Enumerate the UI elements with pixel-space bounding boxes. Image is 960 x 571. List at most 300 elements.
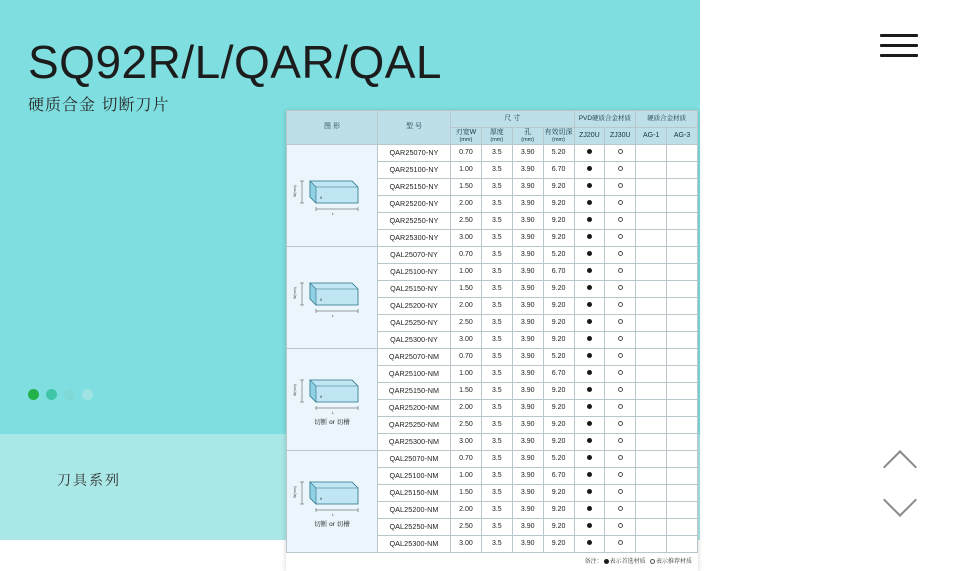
header-zj30u: ZJ30U: [605, 128, 636, 145]
cell-hole: 3.90: [512, 213, 543, 230]
cell-width: 0.70: [451, 451, 482, 468]
cell-zj20u: [574, 213, 605, 230]
cell-hole: 3.90: [512, 400, 543, 417]
cell-zj30u: [605, 315, 636, 332]
cell-thickness: 3.5: [481, 264, 512, 281]
cell-cut-depth: 6.70: [543, 468, 574, 485]
cell-thickness: 3.5: [481, 366, 512, 383]
zj20u-filled-dot: [587, 421, 592, 426]
title-block: [28, 36, 442, 116]
header-hole-unit: (mm): [521, 136, 535, 143]
cell-hole: 3.90: [512, 315, 543, 332]
cell-zj20u: [574, 400, 605, 417]
cell-ag3: [667, 400, 698, 417]
header-width-label: 刃宽W: [455, 128, 477, 136]
zj30u-open-dot: [618, 438, 623, 443]
cell-model: QAR25150-NM: [378, 383, 451, 400]
cell-cut-depth: 9.20: [543, 434, 574, 451]
cell-hole: 3.90: [512, 502, 543, 519]
cell-zj30u: [605, 332, 636, 349]
cell-cut-depth: 9.20: [543, 179, 574, 196]
cell-ag3: [667, 315, 698, 332]
chevron-up-icon[interactable]: [884, 452, 918, 470]
cell-ag1: [636, 383, 667, 400]
zj20u-filled-dot: [587, 455, 592, 460]
zj30u-open-dot: [618, 302, 623, 307]
cell-zj30u: [605, 400, 636, 417]
hamburger-menu-icon[interactable]: [880, 34, 918, 60]
cell-hole: 3.90: [512, 298, 543, 315]
svg-text:W(mm): W(mm): [293, 184, 297, 197]
cell-width: 2.00: [451, 298, 482, 315]
cell-ag1: [636, 315, 667, 332]
cell-thickness: 3.5: [481, 502, 512, 519]
insert-diagram: [287, 474, 377, 528]
cell-hole: 3.90: [512, 468, 543, 485]
insert-drawing-icon: [292, 474, 372, 520]
cell-width: 2.50: [451, 315, 482, 332]
hamburger-bar: [880, 34, 918, 37]
cell-thickness: 3.5: [481, 145, 512, 162]
cell-zj20u: [574, 468, 605, 485]
header-carbide-group: 硬质合金材质: [636, 111, 698, 128]
zj30u-open-dot: [618, 285, 623, 290]
cell-width: 2.00: [451, 502, 482, 519]
cell-zj20u: [574, 247, 605, 264]
figure-cell: [287, 349, 378, 451]
cell-thickness: 3.5: [481, 332, 512, 349]
cell-ag3: [667, 383, 698, 400]
cell-cut-depth: 9.20: [543, 298, 574, 315]
cell-ag3: [667, 230, 698, 247]
cell-zj20u: [574, 264, 605, 281]
cell-hole: 3.90: [512, 383, 543, 400]
cell-zj30u: [605, 383, 636, 400]
header-cut-depth-label: 有效切深: [544, 128, 573, 136]
zj30u-open-dot: [618, 472, 623, 477]
cell-model: QAR25150-NY: [378, 179, 451, 196]
cell-cut-depth: 9.20: [543, 502, 574, 519]
cell-width: 2.50: [451, 417, 482, 434]
footnote-b: 表示推荐材质: [655, 559, 692, 565]
pagination-dot-3[interactable]: [64, 389, 75, 400]
zj20u-filled-dot: [587, 336, 592, 341]
cell-ag1: [636, 230, 667, 247]
header-size-group: 尺 寸: [451, 111, 575, 128]
cell-model: QAR25200-NM: [378, 400, 451, 417]
cell-model: QAR25070-NM: [378, 349, 451, 366]
zj30u-open-dot: [618, 319, 623, 324]
cell-hole: 3.90: [512, 332, 543, 349]
cell-ag1: [636, 332, 667, 349]
cell-hole: 3.90: [512, 417, 543, 434]
cell-cut-depth: 5.20: [543, 349, 574, 366]
cell-thickness: 3.5: [481, 247, 512, 264]
cell-ag1: [636, 400, 667, 417]
cell-zj20u: [574, 536, 605, 553]
header-ag3: AG-3: [667, 128, 698, 145]
cell-cut-depth: 6.70: [543, 264, 574, 281]
cell-hole: 3.90: [512, 366, 543, 383]
pagination-dots[interactable]: [28, 389, 93, 400]
cell-thickness: 3.5: [481, 162, 512, 179]
cell-ag1: [636, 349, 667, 366]
zj20u-filled-dot: [587, 166, 592, 171]
cell-ag3: [667, 179, 698, 196]
cell-ag3: [667, 349, 698, 366]
zj20u-filled-dot: [587, 472, 592, 477]
cell-thickness: 3.5: [481, 400, 512, 417]
svg-text:W(mm): W(mm): [293, 384, 297, 397]
pagination-dot-4[interactable]: [82, 389, 93, 400]
cell-model: QAR25250-NY: [378, 213, 451, 230]
cell-cut-depth: 9.20: [543, 315, 574, 332]
zj20u-filled-dot: [587, 540, 592, 545]
zj20u-filled-dot: [587, 302, 592, 307]
cell-thickness: 3.5: [481, 196, 512, 213]
cell-thickness: 3.5: [481, 230, 512, 247]
cell-thickness: 3.5: [481, 485, 512, 502]
cell-width: 1.50: [451, 281, 482, 298]
svg-text:θ: θ: [320, 195, 322, 200]
cell-thickness: 3.5: [481, 536, 512, 553]
zj20u-filled-dot: [587, 217, 592, 222]
spec-table-body: [287, 145, 698, 553]
header-width: [451, 128, 482, 145]
footnote-prefix: 备注：: [584, 559, 603, 565]
cell-width: 1.00: [451, 468, 482, 485]
zj20u-filled-dot: [587, 370, 592, 375]
cell-zj30u: [605, 536, 636, 553]
cell-zj20u: [574, 145, 605, 162]
cell-ag3: [667, 366, 698, 383]
cell-zj30u: [605, 179, 636, 196]
cell-ag3: [667, 264, 698, 281]
svg-text:L: L: [332, 211, 334, 216]
cell-zj20u: [574, 485, 605, 502]
cell-zj20u: [574, 434, 605, 451]
table-row[interactable]: [287, 247, 698, 264]
zj20u-filled-dot: [587, 387, 592, 392]
cell-zj30u: [605, 230, 636, 247]
cell-thickness: 3.5: [481, 213, 512, 230]
cell-zj20u: [574, 196, 605, 213]
cell-cut-depth: 6.70: [543, 162, 574, 179]
pagination-dot-2[interactable]: [46, 389, 57, 400]
hamburger-bar: [880, 54, 918, 57]
header-thickness: [481, 128, 512, 145]
cell-width: 3.00: [451, 434, 482, 451]
cell-width: 0.70: [451, 247, 482, 264]
cell-width: 1.50: [451, 485, 482, 502]
cell-thickness: 3.5: [481, 281, 512, 298]
cell-hole: 3.90: [512, 196, 543, 213]
header-cut-depth: [543, 128, 574, 145]
cell-cut-depth: 9.20: [543, 281, 574, 298]
filled-dot-icon: [604, 559, 609, 564]
cell-ag3: [667, 247, 698, 264]
header-zj20u: ZJ20U: [574, 128, 605, 145]
cell-zj20u: [574, 230, 605, 247]
chevron-down-icon[interactable]: [884, 492, 918, 510]
cell-width: 1.00: [451, 366, 482, 383]
zj30u-open-dot: [618, 540, 623, 545]
cell-zj20u: [574, 519, 605, 536]
header-cut-depth-unit: (mm): [552, 136, 565, 143]
zj20u-filled-dot: [587, 200, 592, 205]
cell-width: 1.00: [451, 162, 482, 179]
cell-thickness: 3.5: [481, 468, 512, 485]
cell-width: 0.70: [451, 349, 482, 366]
cell-width: 1.00: [451, 264, 482, 281]
cell-width: 0.70: [451, 145, 482, 162]
cell-model: QAR25100-NY: [378, 162, 451, 179]
cell-ag3: [667, 502, 698, 519]
hamburger-bar: [880, 44, 918, 47]
cell-zj30u: [605, 264, 636, 281]
cell-thickness: 3.5: [481, 417, 512, 434]
cell-width: 2.00: [451, 196, 482, 213]
zj30u-open-dot: [618, 370, 623, 375]
cell-model: QAL25070-NY: [378, 247, 451, 264]
cell-model: QAR25070-NY: [378, 145, 451, 162]
cell-zj30u: [605, 468, 636, 485]
cell-ag3: [667, 332, 698, 349]
zj30u-open-dot: [618, 489, 623, 494]
cell-hole: 3.90: [512, 536, 543, 553]
cell-zj30u: [605, 196, 636, 213]
cell-cut-depth: 9.20: [543, 196, 574, 213]
insert-diagram: [287, 372, 377, 426]
figure-cell: [287, 451, 378, 553]
cell-ag3: [667, 485, 698, 502]
cell-zj20u: [574, 332, 605, 349]
cell-zj30u: [605, 451, 636, 468]
zj20u-filled-dot: [587, 149, 592, 154]
cell-ag1: [636, 417, 667, 434]
svg-text:L: L: [332, 313, 334, 318]
cell-cut-depth: 9.20: [543, 485, 574, 502]
cell-ag3: [667, 434, 698, 451]
cell-zj30u: [605, 366, 636, 383]
spec-table: [286, 110, 698, 553]
zj20u-filled-dot: [587, 404, 592, 409]
cell-zj30u: [605, 502, 636, 519]
cell-ag1: [636, 502, 667, 519]
cell-ag1: [636, 196, 667, 213]
cell-zj20u: [574, 383, 605, 400]
cell-model: QAR25300-NM: [378, 434, 451, 451]
table-header-row-1: [287, 111, 698, 128]
zj30u-open-dot: [618, 217, 623, 222]
cell-model: QAL25070-NM: [378, 451, 451, 468]
cell-zj20u: [574, 162, 605, 179]
cell-zj30u: [605, 298, 636, 315]
cell-model: QAR25100-NM: [378, 366, 451, 383]
zj20u-filled-dot: [587, 438, 592, 443]
cell-zj20u: [574, 179, 605, 196]
zj30u-open-dot: [618, 455, 623, 460]
cell-model: QAL25300-NY: [378, 332, 451, 349]
header-thickness-unit: (mm): [490, 136, 504, 143]
cell-zj20u: [574, 298, 605, 315]
cell-thickness: 3.5: [481, 519, 512, 536]
cell-hole: 3.90: [512, 247, 543, 264]
cell-model: QAL25200-NY: [378, 298, 451, 315]
cell-cut-depth: 5.20: [543, 451, 574, 468]
cell-hole: 3.90: [512, 519, 543, 536]
cell-model: QAR25250-NM: [378, 417, 451, 434]
cell-zj20u: [574, 417, 605, 434]
cell-width: 3.00: [451, 230, 482, 247]
cell-ag3: [667, 196, 698, 213]
cell-hole: 3.90: [512, 485, 543, 502]
cell-zj30u: [605, 213, 636, 230]
cell-cut-depth: 9.20: [543, 332, 574, 349]
header-width-unit: (mm): [459, 136, 473, 143]
cell-thickness: 3.5: [481, 434, 512, 451]
cell-thickness: 3.5: [481, 383, 512, 400]
cell-thickness: 3.5: [481, 298, 512, 315]
open-dot-icon: [650, 559, 655, 564]
spec-table-card: [286, 110, 698, 571]
cell-ag1: [636, 264, 667, 281]
page-subtitle: 硬质合金 切断刀片: [28, 97, 170, 114]
insert-drawing-icon: [292, 275, 372, 321]
cell-cut-depth: 6.70: [543, 366, 574, 383]
zj20u-filled-dot: [587, 285, 592, 290]
cell-ag1: [636, 366, 667, 383]
cell-ag1: [636, 519, 667, 536]
cell-cut-depth: 9.20: [543, 417, 574, 434]
cell-hole: 3.90: [512, 264, 543, 281]
zj30u-open-dot: [618, 251, 623, 256]
cell-width: 2.00: [451, 400, 482, 417]
figure-cell: [287, 247, 378, 349]
spec-table-head: [287, 111, 698, 145]
insert-drawing-icon: [292, 372, 372, 418]
zj30u-open-dot: [618, 353, 623, 358]
cell-zj30u: [605, 162, 636, 179]
zj30u-open-dot: [618, 234, 623, 239]
figure-caption: 切断 or 切槽: [314, 419, 350, 427]
cell-width: 2.50: [451, 213, 482, 230]
cell-model: QAL25100-NM: [378, 468, 451, 485]
cell-cut-depth: 5.20: [543, 247, 574, 264]
zj20u-filled-dot: [587, 183, 592, 188]
cell-width: 3.00: [451, 536, 482, 553]
cell-model: QAL25150-NY: [378, 281, 451, 298]
cell-zj30u: [605, 434, 636, 451]
zj20u-filled-dot: [587, 489, 592, 494]
cell-ag3: [667, 451, 698, 468]
cell-thickness: 3.5: [481, 349, 512, 366]
header-model: 型 号: [378, 111, 451, 145]
footnote-a: 表示首选材质: [609, 559, 646, 565]
cell-thickness: 3.5: [481, 179, 512, 196]
svg-text:W(mm): W(mm): [293, 286, 297, 299]
insert-drawing-icon: [292, 173, 372, 219]
vertical-nav[interactable]: [880, 452, 922, 510]
cell-zj30u: [605, 247, 636, 264]
insert-diagram: [287, 275, 377, 321]
cell-ag1: [636, 213, 667, 230]
header-thickness-label: 厚度: [489, 128, 504, 136]
cell-hole: 3.90: [512, 179, 543, 196]
zj20u-filled-dot: [587, 268, 592, 273]
cell-ag3: [667, 468, 698, 485]
series-caption: 刀具系列: [57, 472, 121, 488]
cell-model: QAL25150-NM: [378, 485, 451, 502]
cell-ag1: [636, 179, 667, 196]
zj30u-open-dot: [618, 506, 623, 511]
header-figure: 图 形: [287, 111, 378, 145]
cell-zj30u: [605, 349, 636, 366]
cell-zj20u: [574, 366, 605, 383]
cell-hole: 3.90: [512, 434, 543, 451]
cell-zj30u: [605, 485, 636, 502]
header-hole-label: 孔: [524, 128, 532, 136]
cell-ag3: [667, 536, 698, 553]
table-row[interactable]: [287, 349, 698, 366]
cell-model: QAL25100-NY: [378, 264, 451, 281]
cell-ag3: [667, 213, 698, 230]
cell-zj20u: [574, 451, 605, 468]
cell-hole: 3.90: [512, 230, 543, 247]
cell-thickness: 3.5: [481, 315, 512, 332]
zj20u-filled-dot: [587, 319, 592, 324]
cell-width: 1.50: [451, 179, 482, 196]
pagination-dot-1[interactable]: [28, 389, 39, 400]
cell-cut-depth: 9.20: [543, 230, 574, 247]
cell-zj20u: [574, 315, 605, 332]
cell-zj30u: [605, 145, 636, 162]
zj20u-filled-dot: [587, 353, 592, 358]
table-footnote: [286, 553, 698, 567]
svg-text:θ: θ: [320, 395, 322, 400]
svg-text:L: L: [332, 513, 334, 518]
table-row[interactable]: [287, 451, 698, 468]
cell-ag1: [636, 145, 667, 162]
table-row[interactable]: [287, 145, 698, 162]
cell-width: 1.50: [451, 383, 482, 400]
cell-ag3: [667, 417, 698, 434]
cell-hole: 3.90: [512, 145, 543, 162]
cell-model: QAR25300-NY: [378, 230, 451, 247]
page-title: SQ92R/L/QAR/QAL: [28, 36, 442, 88]
zj30u-open-dot: [618, 200, 623, 205]
cell-ag3: [667, 145, 698, 162]
cell-cut-depth: 5.20: [543, 145, 574, 162]
cell-ag1: [636, 247, 667, 264]
cell-thickness: 3.5: [481, 451, 512, 468]
cell-ag1: [636, 162, 667, 179]
cell-zj30u: [605, 417, 636, 434]
cell-zj20u: [574, 281, 605, 298]
cell-ag1: [636, 434, 667, 451]
cell-cut-depth: 9.20: [543, 383, 574, 400]
cell-hole: 3.90: [512, 162, 543, 179]
cell-hole: 3.90: [512, 451, 543, 468]
svg-text:θ: θ: [320, 297, 322, 302]
zj30u-open-dot: [618, 404, 623, 409]
zj30u-open-dot: [618, 149, 623, 154]
cell-ag3: [667, 298, 698, 315]
zj30u-open-dot: [618, 268, 623, 273]
cell-ag1: [636, 536, 667, 553]
cell-cut-depth: 9.20: [543, 519, 574, 536]
cell-model: QAR25200-NY: [378, 196, 451, 213]
